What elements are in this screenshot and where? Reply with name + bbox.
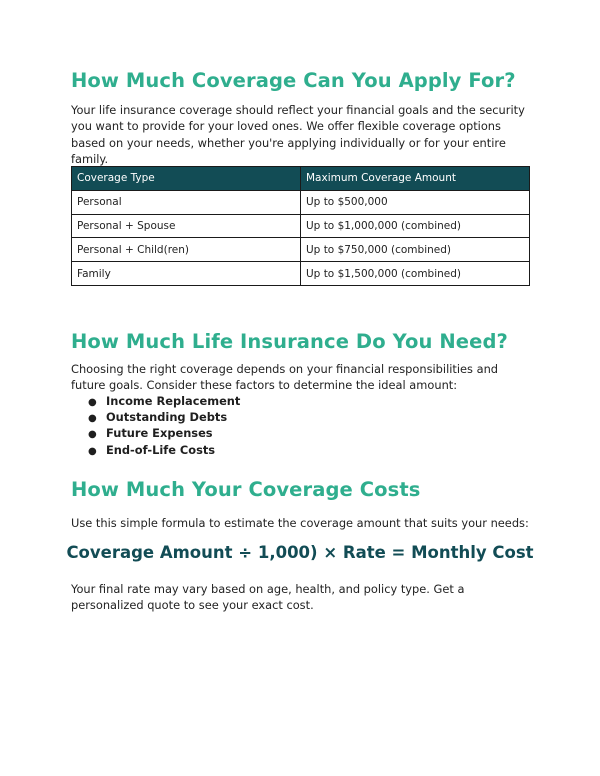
list-item — [88, 409, 240, 425]
list-item-label: Income Replacement — [106, 394, 241, 408]
insurance-need-paragraph: Choosing the right coverage depends on your financial responsibilities and future goals. Consider these factors to determine the ideal amount: — [71, 362, 499, 393]
bullet-icon: ● — [88, 413, 97, 425]
table-cell: Family — [72, 262, 301, 286]
table-cell: Up to $750,000 (combined) — [301, 238, 530, 262]
section-heading-insurance-need: How Much Life Insurance Do You Need? — [71, 330, 508, 353]
list-item-label: Future Expenses — [106, 426, 213, 441]
table-cell: Personal — [72, 190, 301, 214]
rate-note-paragraph: Your final rate may vary based on age, health, and policy type. Get a personalized quote to see your exact cost. — [71, 582, 465, 613]
table-cell: Up to $500,000 — [301, 190, 530, 214]
list-item — [88, 393, 240, 409]
list-item-label: Outstanding Debts — [106, 410, 228, 425]
table-row — [72, 238, 530, 262]
table-row — [72, 214, 530, 238]
table-row — [72, 190, 530, 214]
table-header-cell: Maximum Coverage Amount — [301, 167, 530, 191]
list-item — [88, 425, 240, 441]
list-item-label: End-of-Life Costs — [106, 442, 216, 457]
table-row — [72, 262, 530, 286]
formula-intro-text: Use this simple formula to estimate the coverage amount that suits your needs: — [71, 516, 529, 530]
factors-list — [88, 393, 240, 458]
table-cell: Personal + Spouse — [72, 214, 301, 238]
list-item — [88, 442, 240, 458]
section-heading-coverage-costs: How Much Your Coverage Costs — [71, 478, 421, 501]
table-cell: Up to $1,500,000 (combined) — [301, 262, 530, 286]
coverage-table — [71, 166, 530, 286]
table-cell: Up to $1,000,000 (combined) — [301, 214, 530, 238]
cost-formula: Coverage Amount ÷ 1,000) × Rate = Monthly Cost — [66, 543, 534, 562]
table-cell: Personal + Child(ren) — [72, 238, 301, 262]
coverage-intro-paragraph: Your life insurance coverage should reflect your financial goals and the security you want to provide for your loved ones. We offer flexible coverage options based on your needs, whether you're applying individually or for your entire family. — [71, 103, 525, 167]
bullet-icon: ● — [88, 445, 97, 457]
section-heading-coverage-apply: How Much Coverage Can You Apply For? — [71, 69, 516, 92]
table-header-cell: Coverage Type — [72, 167, 301, 191]
table-header-row — [72, 167, 530, 191]
bullet-icon: ● — [88, 397, 97, 408]
bullet-icon: ● — [88, 429, 97, 441]
